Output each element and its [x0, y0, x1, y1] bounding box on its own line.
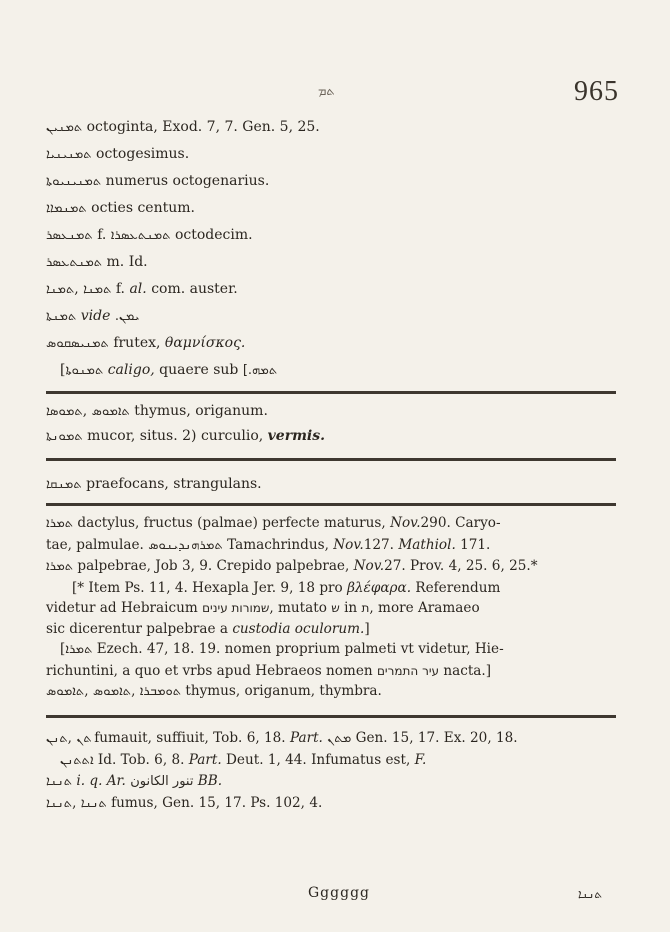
catchword: ܬܢܢܐ	[578, 887, 603, 901]
entry-line	[46, 426, 628, 447]
block-line: ܬܐܡܘܣ, ܬܐܡܘܣ, ܬܘܡܒܪܐ thymus, origanum, thymbra.	[46, 683, 382, 699]
syriac-headword: ܬܢܢܐ	[46, 795, 73, 811]
entry-text: numerus octogenarius.	[105, 173, 270, 189]
syriac-headword: ܬܡܪܐ	[65, 642, 93, 657]
arabic-word: تنور الكانون	[130, 774, 194, 789]
page-number: 965	[574, 76, 619, 107]
entry-line	[46, 474, 628, 495]
syriac-headword: ܬܡܢܝܢ	[46, 120, 83, 135]
entry-text: 290. Caryo-	[420, 515, 501, 531]
entry-text: tae, palmulae.	[46, 536, 144, 553]
hebrew-letter: ש	[331, 601, 340, 615]
entry-text: videtur ad Hebraicum	[46, 600, 198, 616]
entry-block-tenan	[46, 728, 624, 814]
block-line	[46, 661, 624, 682]
syriac-headword: ܬܐܡܘܣ	[46, 684, 85, 699]
entry-text: in	[344, 600, 358, 616]
syriac-headword: ܬܡܢܐ	[46, 282, 75, 297]
entry-text: octogesimus.	[96, 146, 190, 162]
block-line: [ܬܡܪܐ Ezech. 47, 18. 19. nomen proprium palmeti vt videtur, Hie-	[60, 641, 504, 657]
block-line	[46, 578, 624, 599]
entry-line	[46, 171, 628, 192]
greek-word: θαμνίσκος.	[164, 335, 246, 351]
syriac-headword: ܬܡܢܝܢܝܐ	[46, 147, 92, 162]
block-line	[46, 513, 624, 535]
entry-line: ܬܡܢܐ, ܬܡܢܐ f. al. com. auster.	[46, 281, 238, 297]
entry-text: palpebrae, Job 3, 9. Crepido palpebrae,	[77, 558, 350, 574]
entry-italic: Part.	[289, 730, 323, 746]
syriac-headword: ܬܡܪܐ	[46, 516, 74, 531]
entry-italic: BB.	[197, 773, 223, 789]
syriac-headword: ܬܘܡܒܪܐ	[139, 684, 182, 699]
entry-text: octodecim.	[174, 227, 253, 243]
syriac-reference: ܬܡܗ.]	[242, 363, 278, 378]
syriac-headword: ܬܢ	[76, 731, 90, 746]
entry-text: 127.	[363, 536, 394, 553]
entry-line	[46, 117, 628, 138]
entry-text: fumus, Gen. 15, 17. Ps. 102, 4.	[111, 794, 323, 811]
syriac-headword: ܬܡܢܬܥܣܪ	[46, 255, 103, 270]
block-line	[46, 556, 624, 578]
entry-text: Id. Tob. 6, 8.	[97, 751, 185, 768]
entry-text: quaere sub	[159, 362, 239, 378]
syriac-headword: ܬܡܢܘܬܐ	[65, 363, 104, 378]
entry-text: fumauit, suffiuit, Tob. 6, 18.	[94, 730, 286, 746]
source-ref: Nov.	[390, 515, 421, 531]
syriac-headword: ܬܡܢܡܐܐ	[46, 201, 87, 216]
entry-italic: i. q. Ar.	[76, 773, 126, 789]
entry-line	[46, 198, 628, 219]
entry-line	[46, 252, 628, 273]
entry-text: Referendum	[415, 579, 501, 596]
entry-line	[46, 306, 628, 327]
syriac-headword: ܬܡܢܐ	[83, 282, 112, 297]
syriac-headword: ܬܡܘܣܐ	[46, 404, 83, 419]
entry-text: f.	[115, 281, 125, 297]
block-line	[46, 535, 624, 557]
syriac-headword: ܬܢܢܐ	[80, 795, 107, 811]
entry-italic: custodia oculorum.	[232, 620, 365, 637]
block-line	[46, 619, 624, 640]
entry-text: 27. Prov. 4, 25. 6, 25.*	[384, 558, 538, 574]
entry-text: thymus, origanum.	[134, 403, 268, 419]
entry-bold-italic: vermis.	[267, 428, 325, 444]
running-head-syriac: ܬܡ	[318, 84, 335, 99]
entry-block-tamar	[46, 513, 624, 703]
entry-text: [* Item Ps. 11, 4. Hexapla Jer. 9, 18 pro	[72, 579, 343, 596]
entry-text: f.	[97, 227, 107, 243]
syriac-headword: ܬܡܢܩܐ	[46, 477, 82, 492]
syriac-headword: ܬܐܡܘܣ	[91, 404, 130, 419]
section-rule	[46, 458, 616, 461]
syriac-headword: ܬܐܡܘܣ	[92, 684, 132, 699]
signature-mark: Gggggg	[308, 885, 370, 901]
entry-text: ]	[364, 620, 370, 637]
entry-text: Ezech. 47, 18. 19. nomen proprium palmeti vt videtur, Hie-	[96, 641, 504, 657]
syriac-headword: ܬܡܘܢܬܐ	[46, 429, 83, 444]
syriac-headword: ܬܡܢܥܣܪ	[46, 228, 93, 243]
entry-line	[46, 225, 628, 246]
entry-text: dactylus, fructus (palmae) perfecte maturus,	[77, 515, 386, 531]
syriac-headword: ܬܢܢ	[46, 731, 68, 746]
source-ref: Nov.	[333, 536, 364, 553]
syriac-headword: ܐܬܬܢܢ	[60, 752, 94, 768]
entry-text: com. auster.	[151, 281, 238, 297]
section-rule	[46, 391, 616, 394]
entry-text: richuntini, a quo et vrbs apud Hebraeos nomen	[46, 662, 373, 679]
syriac-headword: ܡܬܢ	[327, 731, 352, 746]
hebrew-word: שמורות עינים	[202, 601, 270, 615]
entry-line: [ܬܡܢܘܬܐ caligo, quaere sub ܬܡܗ.]	[60, 362, 278, 378]
source-ref: Mathiol.	[398, 536, 456, 553]
entry-line	[46, 144, 628, 165]
syriac-headword: ܬܢܢܐ	[46, 774, 73, 789]
section-rule	[46, 503, 616, 506]
entry-text: , mutato	[269, 600, 327, 616]
greek-word: βλέφαρα.	[347, 579, 412, 596]
block-line	[46, 750, 624, 772]
syriac-headword: ܬܡܢܬܐ	[46, 309, 77, 324]
entry-text: 171.	[460, 536, 491, 553]
entry-text: Gen. 15, 17. Ex. 20, 18.	[355, 730, 518, 746]
entry-text: octies centum.	[91, 200, 195, 216]
block-line: ܬܢܢܐ, ܬܢܢܐ fumus, Gen. 15, 17. Ps. 102, 4.	[46, 794, 323, 811]
entry-text: Tamachrindus,	[227, 536, 329, 553]
entry-text: , more Aramaeo	[369, 600, 480, 616]
entry-text: m. Id.	[106, 254, 148, 270]
syriac-headword: ܬܡܢܬܥܣܪܐ	[110, 228, 171, 243]
syriac-headword: ܬܡܪܗܢܕܝܢܘܣ	[148, 537, 223, 553]
entry-text: mucor, situs. 2) curculio,	[87, 428, 264, 444]
entry-text: thymus, origanum, thymbra.	[185, 683, 382, 699]
syriac-reference: ܝܡܢ.	[114, 309, 140, 324]
syriac-headword: ܬܡܢܝܣܩܘܣ	[46, 336, 109, 351]
hebrew-word: עיר התמרים	[376, 663, 440, 678]
entry-italic: caligo,	[107, 362, 155, 378]
entry-line: ܬܡܘܣܐ, ܬܐܡܘܣ thymus, origanum.	[46, 403, 268, 419]
block-line	[46, 771, 624, 793]
entry-text: octoginta, Exod. 7, 7. Gen. 5, 25.	[86, 119, 320, 135]
entry-italic: vide	[80, 308, 111, 324]
entry-text: nacta.]	[443, 662, 492, 679]
entry-italic: al.	[129, 281, 147, 297]
entry-text: praefocans, strangulans.	[86, 476, 262, 492]
entry-line	[46, 333, 628, 354]
entry-text: sic dicerentur palpebrae a	[46, 620, 228, 637]
entry-text: Deut. 1, 44. Infumatus est,	[226, 751, 411, 768]
entry-italic: F.	[414, 751, 427, 768]
entry-text: frutex,	[113, 335, 161, 351]
syriac-headword: ܬܡܢܝܢܝܘܬܐ	[46, 174, 102, 189]
entry-italic: Part.	[188, 751, 222, 768]
section-rule	[46, 715, 616, 718]
source-ref: Nov.	[353, 558, 385, 574]
block-line: ܬܢܢ, ܬܢ fumauit, suffiuit, Tob. 6, 18. Part. ܡܬܢ Gen. 15, 17. Ex. 20, 18.	[46, 730, 518, 746]
block-line	[46, 598, 624, 619]
syriac-headword: ܬܡܪܐ	[46, 559, 74, 574]
hebrew-letter: ת	[361, 601, 370, 615]
